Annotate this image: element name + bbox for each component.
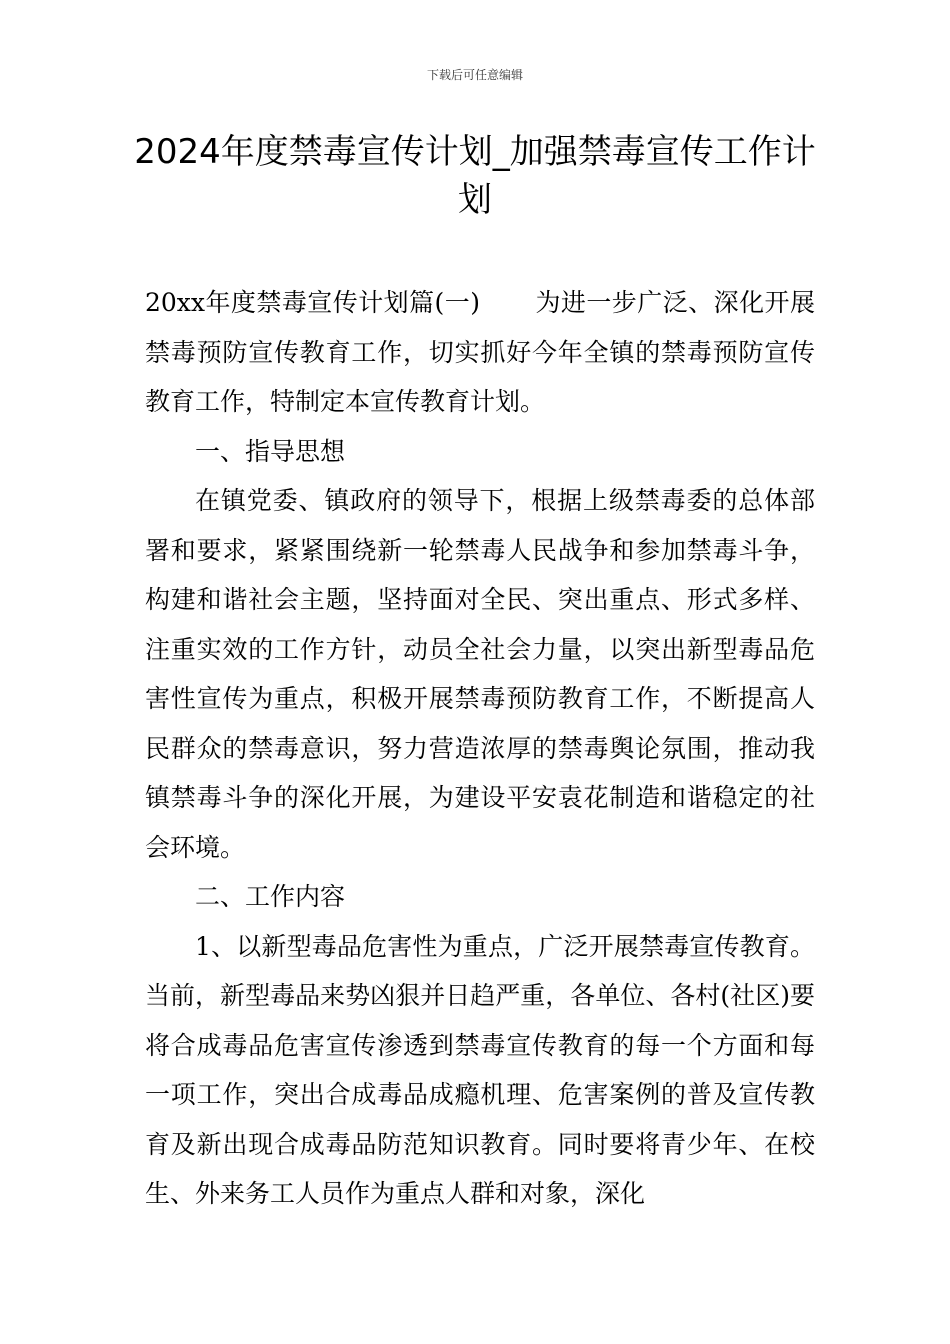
section1-heading: 一、指导思想 [195, 436, 346, 466]
intro-text: 为进一步广泛、深化开展禁毒预防宣传教育工作，切实抓好今年全镇的禁毒预防宣传教育工作，特制定本宣传教育计划。 [145, 288, 815, 416]
download-note: 下载后可任意编辑 [426, 68, 523, 82]
document-title: 2024年度禁毒宣传计划_加强禁毒宣传工作计划 [134, 132, 816, 220]
intro-paragraph [145, 278, 815, 427]
section2-item1: 1、以新型毒品危害性为重点，广泛开展禁毒宣传教育。当前，新型毒品来势凶狠并日趋严重，各单位、各村(社区)要将合成毒品危害宣传渗透到禁毒宣传教育的每一个方面和每一项工作，突出合成毒品成瘾机理、危害案例的普及宣传教育及新出现合成毒品防范知识教育。同时要将青少年、在校生、外来务工人员作为重点人群和对象，深化 [145, 931, 815, 1208]
section1-body: 在镇党委、镇政府的领导下，根据上级禁毒委的总体部署和要求，紧紧围绕新一轮禁毒人民战争和参加禁毒斗争，构建和谐社会主题，坚持面对全民、突出重点、形式多样、注重实效的工作方针，动员全社会力量，以突出新型毒品危害性宣传为重点，积极开展禁毒预防教育工作，不断提高人民群众的禁毒意识，努力营造浓厚的禁毒舆论氛围，推动我镇禁毒斗争的深化开展，为建设平安袁花制造和谐稳定的社会环境。 [145, 486, 815, 862]
document-body [145, 278, 815, 1219]
intro-label: 20xx年度禁毒宣传计划篇(一) [145, 288, 480, 317]
section2-heading: 二、工作内容 [195, 882, 346, 911]
